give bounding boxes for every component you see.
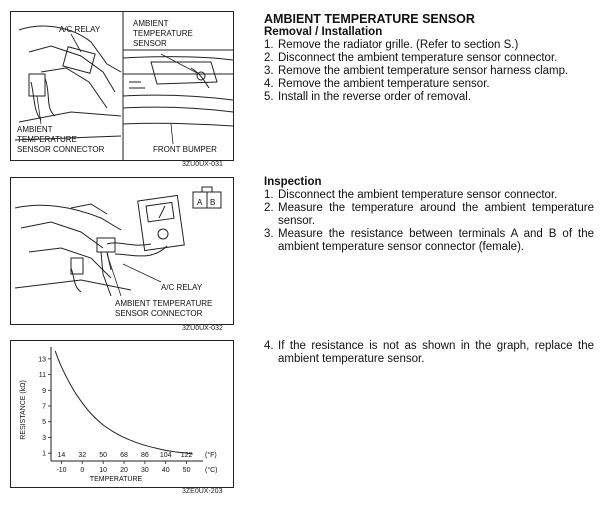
list-item (264, 189, 594, 202)
resistance-chart (11, 341, 233, 487)
terminal-a-label: A (197, 198, 203, 207)
figure-graph (10, 340, 234, 488)
removal-illustration (11, 12, 233, 160)
x-unit-celsius: (°C) (205, 467, 218, 474)
inspection-illustration (11, 178, 233, 324)
step-number: 4. (264, 78, 274, 90)
list-item (264, 78, 594, 91)
series-line (55, 351, 193, 454)
y-tick-label: 13 (38, 356, 46, 364)
connector-label-line-1: AMBIENT TEMPERATURE (115, 299, 213, 308)
x-tick-label-celsius: 0 (80, 467, 85, 474)
x-unit-fahrenheit: (°F) (205, 452, 217, 459)
removal-section (264, 12, 594, 104)
list-item (264, 228, 594, 254)
x-tick-label-celsius: 10 (99, 467, 108, 474)
connector-label-line-1: AMBIENT (17, 125, 53, 134)
step-number: 2. (264, 202, 274, 214)
list-item (264, 39, 594, 52)
step-number: 1. (264, 39, 274, 51)
figure-code-1: 3ZU0UX-031 (182, 161, 223, 168)
y-tick-label: 9 (42, 387, 46, 395)
step-number: 3. (264, 65, 274, 77)
sensor-label-line-3: SENSOR (133, 39, 167, 48)
step-number: 5. (264, 91, 274, 103)
x-tick-label-fahrenheit: 32 (78, 452, 87, 459)
bumper-label: FRONT BUMPER (153, 145, 217, 154)
x-tick-label-fahrenheit: 86 (140, 452, 149, 459)
x-tick-label-fahrenheit: 50 (99, 452, 108, 459)
step-text: Remove the ambient temperature sensor. (278, 78, 490, 90)
step-number: 4. (264, 340, 274, 352)
list-item (264, 202, 594, 228)
y-tick-label: 11 (38, 372, 46, 380)
step-number: 2. (264, 52, 274, 64)
ac-relay-label: A/C RELAY (161, 283, 203, 292)
inspection-steps (264, 189, 594, 254)
x-tick-label-celsius: 40 (161, 467, 170, 474)
figure-code-3: 3ZE0UX-203 (182, 488, 223, 495)
list-item (264, 340, 594, 366)
step-text: Remove the radiator grille. (Refer to section S.) (278, 39, 519, 51)
x-tick-label-fahrenheit: 14 (57, 452, 66, 459)
x-tick-label-celsius: -10 (56, 467, 67, 474)
section-title: AMBIENT TEMPERATURE SENSOR (264, 12, 475, 26)
connector-label-line-2: TEMPERATURE (17, 135, 77, 144)
inspection-section (264, 176, 594, 254)
step-text: Measure the temperature around the ambient temperature sensor. (278, 202, 594, 227)
figure-code-2: 3ZU0UX-032 (182, 325, 223, 332)
removal-steps (264, 39, 594, 104)
inspection-heading: Inspection (264, 176, 322, 188)
sensor-label-line-2: TEMPERATURE (133, 29, 193, 38)
step-text: Disconnect the ambient temperature sensor connector. (278, 52, 558, 64)
step-text: Measure the resistance between terminals A and B of the ambient temperature sensor connector (female). (278, 228, 594, 253)
figure-inspection (10, 177, 234, 325)
x-axis-title: TEMPERATURE (89, 476, 143, 483)
ac-relay-label: A/C RELAY (59, 25, 101, 34)
x-tick-label-celsius: 30 (140, 467, 149, 474)
step-text: Disconnect the ambient temperature sensor connector. (278, 189, 558, 201)
x-tick-label-fahrenheit: 68 (120, 452, 128, 459)
step-number: 3. (264, 228, 274, 240)
x-tick-label-celsius: 50 (182, 467, 191, 474)
connector-label-line-2: SENSOR CONNECTOR (115, 309, 203, 318)
step-text: If the resistance is not as shown in the graph, replace the ambient temperature sensor. (278, 340, 594, 365)
step-text: Install in the reverse order of removal. (278, 91, 472, 103)
list-item (264, 52, 594, 65)
y-axis-title: RESISTANCE (kΩ) (20, 380, 27, 440)
x-tick-label-celsius: 20 (120, 467, 128, 474)
list-item (264, 91, 594, 104)
replacement-section (264, 340, 594, 366)
terminal-b-label: B (210, 198, 216, 207)
y-tick-label: 7 (42, 403, 46, 411)
y-tick-label: 5 (42, 419, 46, 427)
sensor-label-line-1: AMBIENT (133, 19, 169, 28)
figure-removal (10, 11, 234, 161)
removal-heading: Removal / Installation (264, 26, 383, 38)
step-number: 1. (264, 189, 274, 201)
step-text: Remove the ambient temperature sensor harness clamp. (278, 65, 569, 77)
y-tick-label: 1 (42, 450, 46, 458)
x-tick-label-fahrenheit: 104 (159, 452, 172, 459)
connector-label-line-3: SENSOR CONNECTOR (17, 145, 105, 154)
replacement-steps (264, 340, 594, 366)
x-tick-label-fahrenheit: 122 (180, 452, 193, 459)
y-tick-label: 3 (42, 434, 46, 442)
list-item (264, 65, 594, 78)
